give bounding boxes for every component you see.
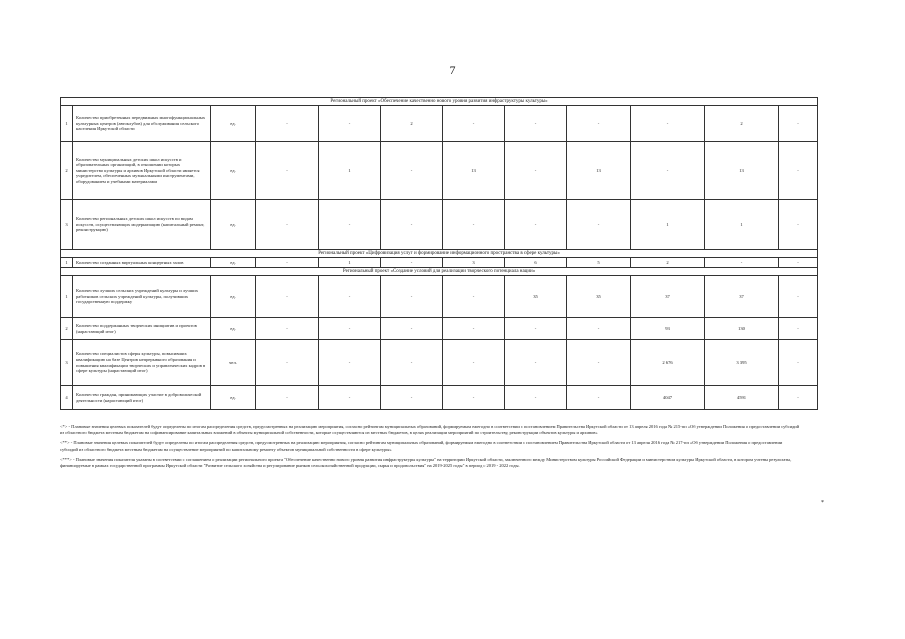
row-number-cell: 1: [61, 258, 73, 268]
value-cell: -: [256, 106, 319, 142]
row-number-cell: 4: [61, 386, 73, 410]
section-title: Региональный проект «Создание условий для реализации творческого потенциала нации»: [61, 268, 818, 276]
value-cell: -: [705, 258, 779, 268]
value-cell: 130: [705, 318, 779, 340]
indicator-name-cell: Количество созданных виртуальных концертных залов: [73, 258, 211, 268]
value-cell: 93: [631, 318, 705, 340]
value-cell: -: [779, 200, 818, 250]
indicator-name-cell: Количество лучших сельских учреждений культуры и лучших работников сельских учреждений культуры, получивших государственную поддержку: [73, 276, 211, 318]
table-row: [61, 200, 818, 250]
indicator-name-cell: Количество муниципальных детских школ искусств и образовательных организаций, в отношении которых министерство культуры и архивов Иркутской области является учредителем, обеспеченных музыкальными инструментами, оборудованием и учебными материалами: [73, 142, 211, 200]
value-cell: -: [443, 340, 505, 386]
table-body: [61, 98, 818, 410]
section-header-row: [61, 98, 818, 106]
value-cell: -: [256, 200, 319, 250]
value-cell: -: [443, 106, 505, 142]
value-cell: 13: [567, 142, 631, 200]
value-cell: -: [381, 142, 443, 200]
unit-cell: ед.: [211, 142, 256, 200]
value-cell: -: [779, 340, 818, 386]
value-cell: -: [443, 386, 505, 410]
unit-cell: ед.: [211, 386, 256, 410]
footnote-3: <***> - Плановые значения показателя указаны в соответствии с соглашением о реализации регионального проекта "Обеспечение качественно нового уровня развития инфраструктуры культуры" на территории Иркутской области, заключенного между Министерством культуры Российской Федерации и министерством культуры Иркутской области, в котором учтены результаты, финансируемые в рамках государственной программы Иркутской области "Развитие сельского хозяйства и регулирование рынков сельскохозяйственной продукции, сырья и продовольствия" на 2019-2025 годы" в период с 2019 - 2022 годы.: [60, 456, 792, 469]
value-cell: -: [779, 318, 818, 340]
row-number-cell: 3: [61, 340, 73, 386]
value-cell: -: [381, 276, 443, 318]
table-row: [61, 142, 818, 200]
row-number-cell: 2: [61, 142, 73, 200]
value-cell: -: [443, 318, 505, 340]
value-cell: 6: [505, 258, 567, 268]
value-cell: -: [779, 386, 818, 410]
value-cell: -: [256, 318, 319, 340]
section-header-row: [61, 268, 818, 276]
value-cell: 35: [567, 276, 631, 318]
value-cell: -: [631, 142, 705, 200]
footnotes: [60, 424, 800, 473]
value-cell: 4047: [631, 386, 705, 410]
value-cell: -: [256, 276, 319, 318]
row-number-cell: 3: [61, 200, 73, 250]
section-title: Региональный проект «Цифровизация услуг и формирование информационного пространства в сфере культуры»: [61, 250, 818, 258]
unit-cell: ед.: [211, 258, 256, 268]
table-row: [61, 340, 818, 386]
value-cell: 37: [705, 276, 779, 318]
value-cell: -: [319, 318, 381, 340]
page-number: 7: [449, 63, 456, 77]
indicator-name-cell: Количество специалистов сферы культуры, повысивших квалификацию на базе Центров непрерывного образования и повышения квалификации творческих и управленческих кадров в сфере культуры (нарастающий итог): [73, 340, 211, 386]
value-cell: -: [381, 386, 443, 410]
value-cell: -: [381, 258, 443, 268]
footnote-2: <**> - Плановые значения целевых показателей будут определены по итогам распределения средств, предусмотренных на реализацию мероприятия, согласно рейтингам муниципальных образований, формируемым ежегодно в соответствии с постановлением Правительства Иркутской области от 13 апреля 2016 года № 217-пп «Об утверждении Положения о предоставлении субсидий из областного бюджета местным бюджетам на осуществление мероприятий по капитальному ремонту объектов муниципальной собственности в сфере культуры»: [60, 440, 783, 452]
value-cell: -: [505, 200, 567, 250]
indicator-name-cell: Количество приобретенных передвижных многофункциональных культурных центров (автоклубов) для обслуживания сельского населения Иркутской области: [73, 106, 211, 142]
value-cell: -: [505, 318, 567, 340]
unit-cell: ед.: [211, 106, 256, 142]
value-cell: 4591: [705, 386, 779, 410]
value-cell: 13: [705, 142, 779, 200]
value-cell: -: [779, 106, 818, 142]
value-cell: -: [319, 386, 381, 410]
value-cell: 35: [505, 276, 567, 318]
value-cell: -: [779, 258, 818, 268]
section-title: Региональный проект «Обеспечение качественно нового уровня развития инфраструктуры культуры»: [61, 98, 818, 106]
value-cell: -: [631, 106, 705, 142]
unit-cell: чел.: [211, 340, 256, 386]
value-cell: -: [256, 258, 319, 268]
value-cell: -: [319, 340, 381, 386]
value-cell: -: [779, 276, 818, 318]
value-cell: -: [256, 386, 319, 410]
indicator-name-cell: Количество поддержанных творческих инициатив и проектов (нарастающий итог): [73, 318, 211, 340]
value-cell: 2: [381, 106, 443, 142]
value-cell: -: [319, 200, 381, 250]
section-header-row: [61, 250, 818, 258]
value-cell: -: [567, 386, 631, 410]
value-cell: 3 395: [705, 340, 779, 386]
value-cell: -: [256, 340, 319, 386]
value-cell: 13: [443, 142, 505, 200]
value-cell: 37: [631, 276, 705, 318]
stray-mark: *: [821, 500, 824, 506]
value-cell: -: [567, 106, 631, 142]
value-cell: 3: [443, 258, 505, 268]
table-row: [61, 258, 818, 268]
value-cell: 1: [319, 258, 381, 268]
unit-cell: ед.: [211, 200, 256, 250]
indicator-name-cell: Количество граждан, принимающих участие в добровольческой деятельности (нарастающий итог): [73, 386, 211, 410]
value-cell: -: [443, 200, 505, 250]
value-cell: 2: [631, 258, 705, 268]
row-number-cell: 1: [61, 276, 73, 318]
value-cell: 1: [319, 142, 381, 200]
value-cell: -: [779, 142, 818, 200]
unit-cell: ед.: [211, 318, 256, 340]
value-cell: 2 676: [631, 340, 705, 386]
table-row: [61, 106, 818, 142]
value-cell: -: [505, 142, 567, 200]
value-cell: -: [505, 386, 567, 410]
row-number-cell: 2: [61, 318, 73, 340]
value-cell: 5: [567, 258, 631, 268]
value-cell: 1: [631, 200, 705, 250]
value-cell: -: [505, 106, 567, 142]
value-cell: -: [443, 276, 505, 318]
indicators-table: [60, 97, 818, 410]
value-cell: -: [505, 340, 567, 386]
table-row: [61, 318, 818, 340]
indicator-name-cell: Количество региональных детских школ искусств по видам искусств, осуществляющих модернизацию (капитальный ремонт, реконструкцию): [73, 200, 211, 250]
value-cell: -: [567, 200, 631, 250]
value-cell: -: [319, 106, 381, 142]
value-cell: -: [319, 276, 381, 318]
value-cell: -: [256, 142, 319, 200]
value-cell: -: [381, 340, 443, 386]
value-cell: 1: [705, 200, 779, 250]
unit-cell: ед.: [211, 276, 256, 318]
footnote-1: <*> - Плановые значения целевых показателей будут определены по итогам распределения средств, предусмотренных на реализацию мероприятия, согласно рейтингам муниципальных образований, формируемым ежегодно в соответствии с постановлением Правительства Иркутской области от 13 апреля 2016 года № 215-пп «Об утверждении Положения о предоставлении субсидий из областного бюджета местным бюджетам на софинансирование капитальных вложений в объекты муниципальной собственности, которые осуществляются из местных бюджетов, в целях реализации мероприятий по строительству, реконструкции объектов культуры и архивов»: [60, 424, 800, 436]
value-cell: -: [381, 200, 443, 250]
table-row: [61, 276, 818, 318]
value-cell: -: [567, 318, 631, 340]
row-number-cell: 1: [61, 106, 73, 142]
value-cell: -: [567, 340, 631, 386]
table-row: [61, 386, 818, 410]
value-cell: 2: [705, 106, 779, 142]
value-cell: -: [381, 318, 443, 340]
